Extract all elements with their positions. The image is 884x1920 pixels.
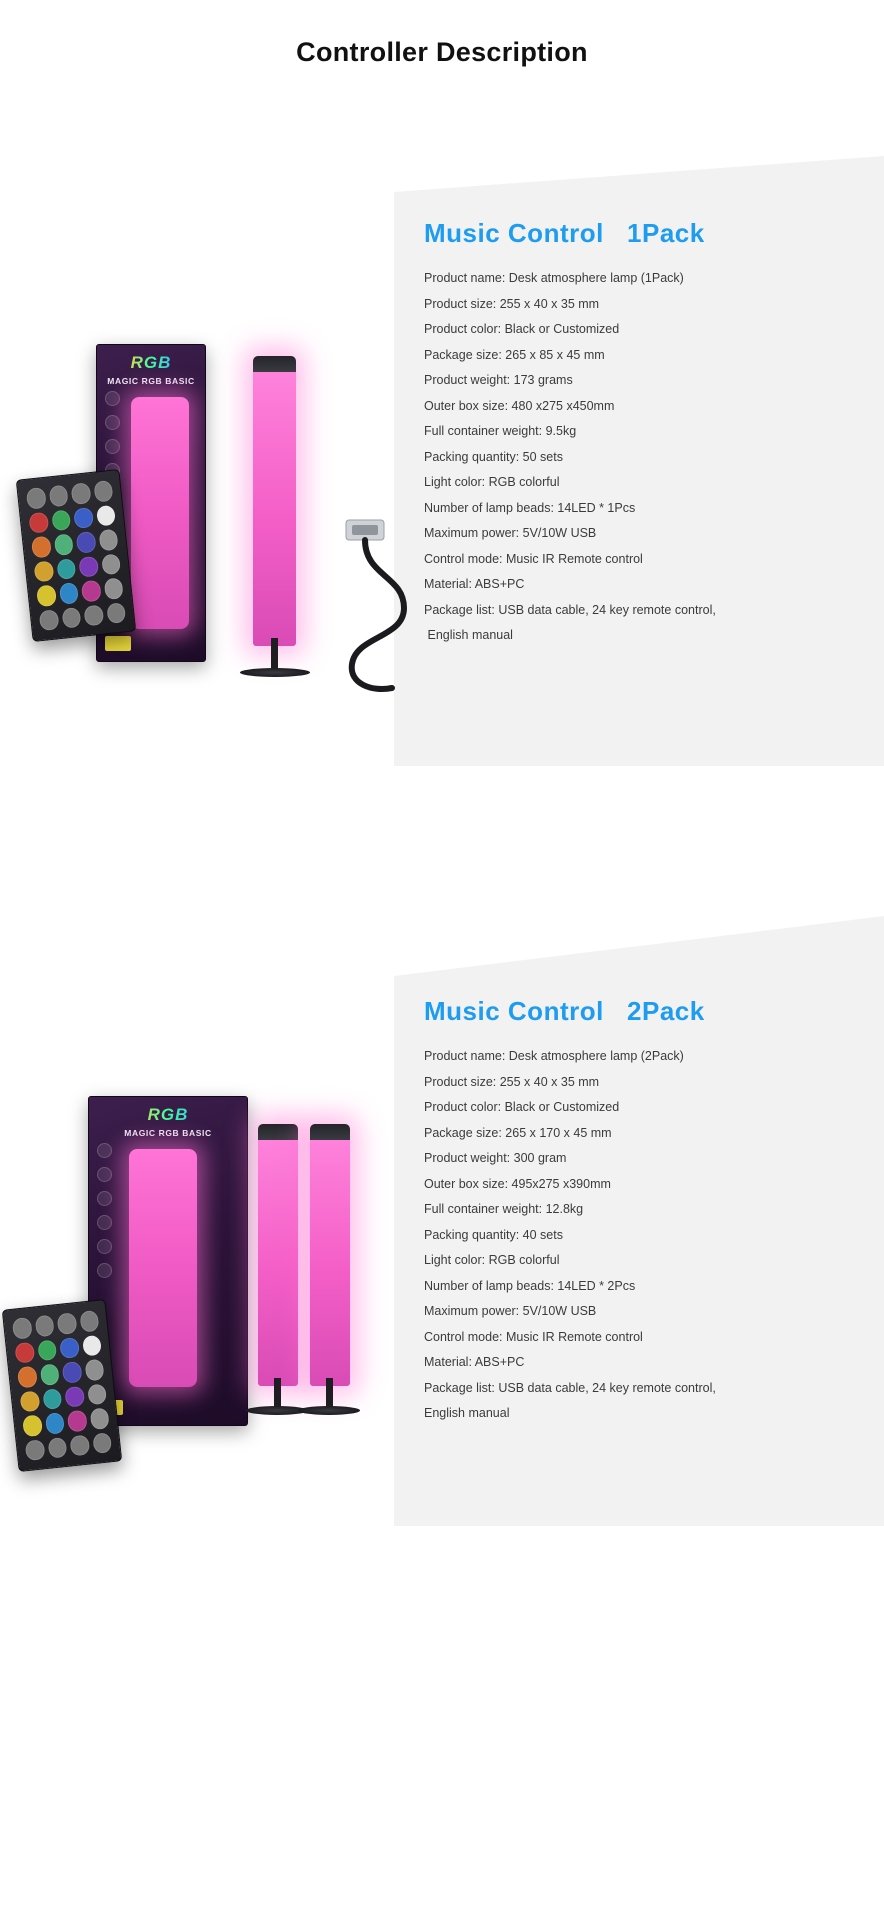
heading-main: Music Control: [424, 996, 604, 1026]
remote-button[interactable]: [106, 602, 127, 624]
remote-button[interactable]: [39, 1363, 60, 1385]
spec-item: Full container weight: 12.8kg: [424, 1202, 584, 1216]
remote-button[interactable]: [53, 533, 74, 555]
rgb-logo: RGB: [89, 1105, 247, 1125]
remote-button[interactable]: [14, 1341, 35, 1363]
remote-button[interactable]: [48, 485, 69, 507]
section-heading-1pack: [424, 218, 854, 249]
lamp-bar-2: [310, 1124, 350, 1386]
spec-item: Material: ABS+PC: [424, 577, 525, 591]
bluetooth-icon: [97, 1143, 112, 1158]
spec-item: Outer box size: 495x275 x390mm: [424, 1176, 611, 1191]
box-lamp-glow: [129, 1149, 197, 1387]
spec-item: English manual: [424, 628, 513, 642]
heading-main: Music Control: [424, 218, 604, 248]
spec-item: Product color: Black or Customized: [424, 322, 620, 336]
rgb-logo: RGB: [97, 353, 205, 373]
remote-button[interactable]: [87, 1383, 108, 1405]
spec-item: Outer box size: 480 x275 x450mm: [424, 398, 615, 413]
remote-button[interactable]: [22, 1414, 43, 1436]
spec-content-2pack: [394, 996, 884, 1427]
remote-button[interactable]: [61, 606, 82, 628]
remote-button[interactable]: [33, 560, 54, 582]
spec-item: Package size: 265 x 170 x 45 mm: [424, 1125, 612, 1140]
remote-button[interactable]: [57, 1312, 78, 1334]
remote-button[interactable]: [64, 1385, 85, 1407]
remote-button[interactable]: [25, 1439, 46, 1461]
lamp-base-2: [298, 1406, 360, 1415]
product-section-2pack: [0, 916, 884, 1576]
spec-item: Product size: 255 x 40 x 35 mm: [424, 296, 600, 311]
product-image-2pack: [0, 916, 420, 1536]
box-title-label: MAGIC RGB BASIC: [124, 1128, 212, 1138]
lamp-bar-1: [258, 1124, 298, 1386]
spec-item: Packing quantity: 50 sets: [424, 449, 563, 464]
remote-button[interactable]: [79, 1310, 100, 1332]
remote-button[interactable]: [44, 1412, 65, 1434]
product-image-1pack: [0, 156, 420, 776]
remote-button[interactable]: [83, 604, 104, 626]
lamp-top-cap: [310, 1124, 350, 1140]
remote-button[interactable]: [76, 531, 97, 553]
box-title-label: MAGIC RGB BASIC: [107, 376, 195, 386]
spec-item: Product name: Desk atmosphere lamp (1Pack): [424, 271, 684, 285]
spec-item: Product color: Black or Customized: [424, 1100, 620, 1114]
remote-button[interactable]: [73, 507, 94, 529]
spec-item: Number of lamp beads: 14LED * 2Pcs: [424, 1278, 636, 1293]
lamp-bar-1: [253, 356, 296, 646]
remote-button[interactable]: [51, 509, 72, 531]
usb-icon: [97, 1263, 112, 1278]
remote-button[interactable]: [62, 1361, 83, 1383]
remote-button[interactable]: [101, 553, 122, 575]
remote-button[interactable]: [81, 580, 102, 602]
spec-item: Product weight: 173 grams: [424, 373, 573, 387]
remote-button[interactable]: [47, 1436, 68, 1458]
page-bottom-spacer: [0, 1576, 884, 1636]
spec-item: Control mode: Music IR Remote control: [424, 1329, 643, 1344]
remote-button[interactable]: [56, 558, 77, 580]
spec-item: Package size: 265 x 85 x 45 mm: [424, 347, 605, 362]
heading-pack: 2Pack: [627, 996, 705, 1026]
spec-item: English manual: [424, 1406, 510, 1420]
music-note-icon: [105, 415, 120, 430]
remote-button[interactable]: [34, 1315, 55, 1337]
sound-wave-icon: [105, 439, 120, 454]
remote-button[interactable]: [98, 529, 119, 551]
spec-list-1pack: [424, 266, 854, 649]
spec-item: Full container weight: 9.5kg: [424, 424, 577, 438]
remote-button[interactable]: [59, 1337, 80, 1359]
spec-item: Product size: 255 x 40 x 35 mm: [424, 1074, 600, 1089]
spec-item: Light color: RGB colorful: [424, 475, 560, 489]
remote-button[interactable]: [92, 1432, 113, 1454]
warning-label: [105, 636, 131, 651]
remote-button[interactable]: [19, 1390, 40, 1412]
ir-remote-control-2[interactable]: [2, 1299, 122, 1472]
heading-pack: 1Pack: [627, 218, 705, 248]
remote-button[interactable]: [84, 1359, 105, 1381]
product-section-1pack: [0, 156, 884, 816]
sound-wave-icon: [97, 1191, 112, 1206]
lamp-top-cap: [258, 1124, 298, 1140]
remote-button[interactable]: [37, 1339, 58, 1361]
spec-item: Control mode: Music IR Remote control: [424, 551, 643, 566]
remote-button[interactable]: [42, 1388, 63, 1410]
remote-button[interactable]: [39, 609, 60, 631]
lamp-top-cap: [253, 356, 296, 372]
spec-item: Maximum power: 5V/10W USB: [424, 1304, 597, 1318]
remote-button[interactable]: [12, 1317, 33, 1339]
remote-button[interactable]: [58, 582, 79, 604]
spec-item: Package list: USB data cable, 24 key remote control,: [424, 602, 716, 617]
section-heading-2pack: [424, 996, 854, 1027]
spec-item: Product weight: 300 gram: [424, 1151, 567, 1165]
remote-button[interactable]: [71, 482, 92, 504]
music-note-icon: [97, 1167, 112, 1182]
spec-item: Number of lamp beads: 14LED * 1Pcs: [424, 500, 636, 515]
feature-icon-column: [95, 1143, 113, 1278]
remote-button[interactable]: [67, 1410, 88, 1432]
page-title: Controller Description: [296, 37, 588, 67]
spec-list-2pack: [424, 1044, 854, 1427]
remote-icon: [97, 1239, 112, 1254]
spec-item: Package list: USB data cable, 24 key remote control,: [424, 1380, 716, 1395]
ir-remote-control-1[interactable]: [16, 469, 136, 642]
box-lamp-glow: [131, 397, 189, 629]
remote-button[interactable]: [36, 584, 57, 606]
spec-item: Maximum power: 5V/10W USB: [424, 526, 597, 540]
remote-button[interactable]: [78, 555, 99, 577]
spec-content-1pack: [394, 218, 884, 649]
remote-button[interactable]: [69, 1434, 90, 1456]
remote-button[interactable]: [89, 1407, 110, 1429]
lamp-icon: [97, 1215, 112, 1230]
remote-button[interactable]: [103, 577, 124, 599]
remote-button[interactable]: [17, 1366, 38, 1388]
remote-button[interactable]: [93, 480, 114, 502]
spec-item: Light color: RGB colorful: [424, 1253, 560, 1267]
bluetooth-icon: [105, 391, 120, 406]
remote-button[interactable]: [81, 1334, 102, 1356]
remote-button[interactable]: [28, 511, 49, 533]
lamp-base-1: [240, 668, 310, 677]
spec-item: Material: ABS+PC: [424, 1355, 525, 1369]
remote-button[interactable]: [31, 536, 52, 558]
spec-item: Packing quantity: 40 sets: [424, 1227, 563, 1242]
remote-button[interactable]: [26, 487, 47, 509]
spec-item: Product name: Desk atmosphere lamp (2Pack): [424, 1049, 684, 1063]
remote-button[interactable]: [95, 504, 116, 526]
